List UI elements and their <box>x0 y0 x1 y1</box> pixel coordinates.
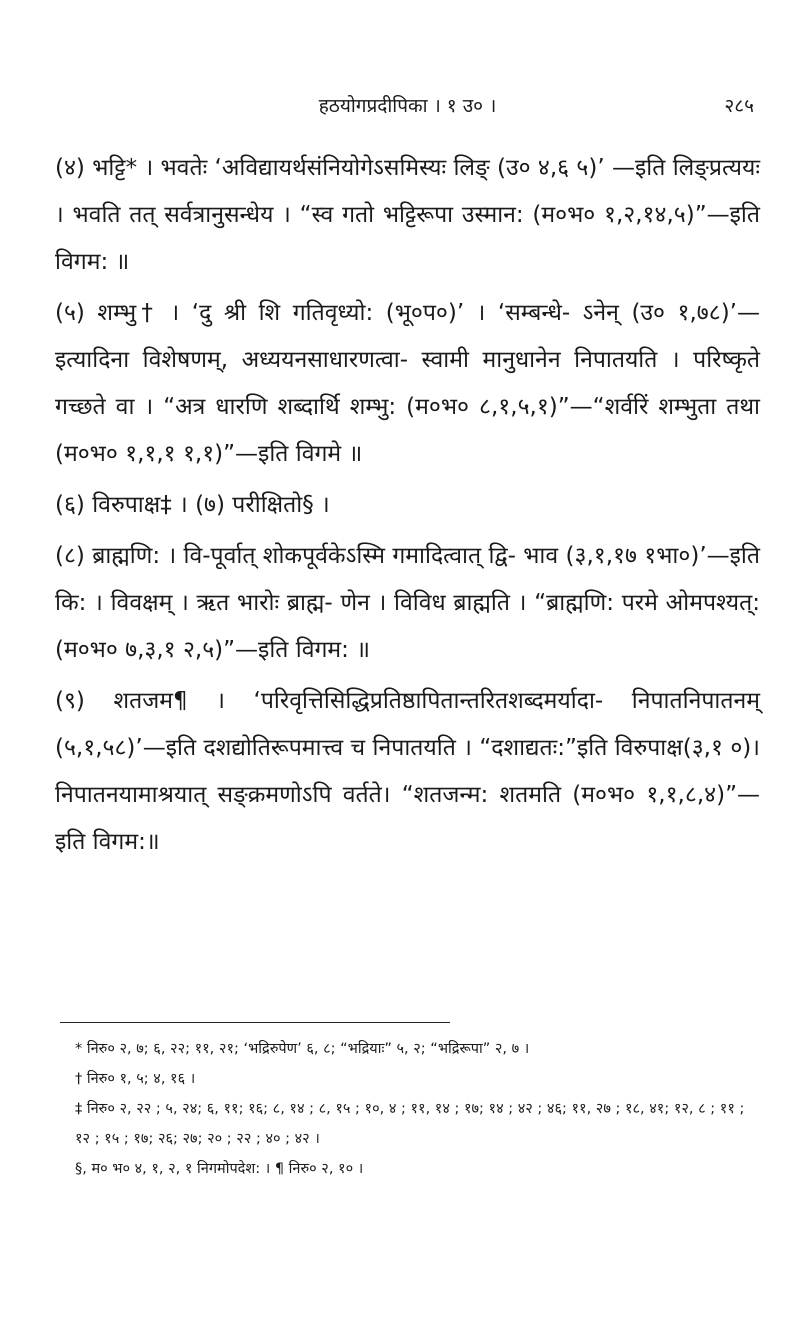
footnote-divider <box>60 1022 450 1023</box>
main-text <box>55 145 760 870</box>
footnote-3: ‡ निरु० २, २२ ; ५, २४; ६, ११; १६; ८, १४ ; ८, १५ ; १०, ४ ; ११, १४ ; १७; १४ ; ४२ ; ४६; ११, २७ ; १८, ४१; १२, ८ ; ११ ; १२ ; १५ ; १७; २६; २७; २० ; २२ ; ४० ; ४२ । <box>75 1101 745 1147</box>
footnotes <box>75 1034 760 1184</box>
footnote-4: §, म० भ० ४, १, २, १ निगमोपदेश: । ¶ निरु० २, १० । <box>75 1161 364 1177</box>
paragraph-4: (४) भट्टि* । भवतेः ‘अविद्यायर्थसंनियोगेऽसमिस्यः लिङ् (उ० ४,६ ५)’ —इति लिङ्प्रत्ययः । भवति तत् सर्वत्रानुसन्धेय । “स्व गतो भट्टिरूपा उस्मान: (म०भ० १,२,१४,५)”—इति विगम: ॥ <box>55 155 760 275</box>
footnote-1: * निरु० २, ७; ६, २२; ११, २१; ‘भद्रिरुपेण’ ६, ८; “भद्रियाः” ५, २; “भद्रिरूपा” २, ७ । <box>75 1041 530 1057</box>
paragraph-9: (९) शतजम¶ । ‘परिवृत्तिसिद्धिप्रतिष्ठापितान्तरितशब्दमर्यादा- निपातनिपातनम् (५,१,५८)’—इति दशद्योतिरूपमात्त्व च निपातयति । “दशाद्यतः:”इति विरुपाक्ष(३,१ ०)। निपातनयामाश्रयात्‌ सङ्क्रमणोऽपि वर्तते। “शतजन्म: शतमति (म०भ० १,१,८,४)”—इति विगम:॥ <box>55 688 760 855</box>
paragraph-8: (८) ब्राह्मणि: । वि-पूर्वात्‌ शोकपूर्वकेऽस्मि गमादित्वात्‌ द्वि- भाव (३,१,१७ १भा०)’—इति कि: । विवक्षम् । ऋत भारोः ब्राह्म- णेन । विविध ब्राह्मति । “ब्राह्मणि: परमे ओमपश्यत्‌: (म०भ० ७,३,१ २,५)”—इति विगम: ॥ <box>55 543 760 663</box>
paragraph-6-7: (६) विरुपाक्ष‡ । (७) परीक्षितो§ । <box>55 492 330 518</box>
footnote-2: † निरु० १, ५; ४, १६ । <box>75 1071 196 1087</box>
running-header <box>55 92 760 122</box>
running-title: हठयोगप्रदीपिका । १ उ० । <box>318 95 497 117</box>
page-number: २८५ <box>724 95 754 117</box>
paragraph-5: (५) शम्भु† । ‘दु श्री शि गतिवृध्यो: (भू०प०)’ । ‘सम्बन्धे- ऽनेन् (उ० १,७८)’—इत्यादिना विशेषणम्, अध्ययनसाधारणत्वा- स्वामी मानुधानेन निपातयति । परिष्कृते गच्छते वा । “अत्र धारणि शब्दार्थि शम्भु: (म०भ० ८,१,५,१)”—“शर्वरिं शम्भुता तथा (म०भ० १,१,१ १,१)”—इति विगमे ॥ <box>55 300 760 467</box>
